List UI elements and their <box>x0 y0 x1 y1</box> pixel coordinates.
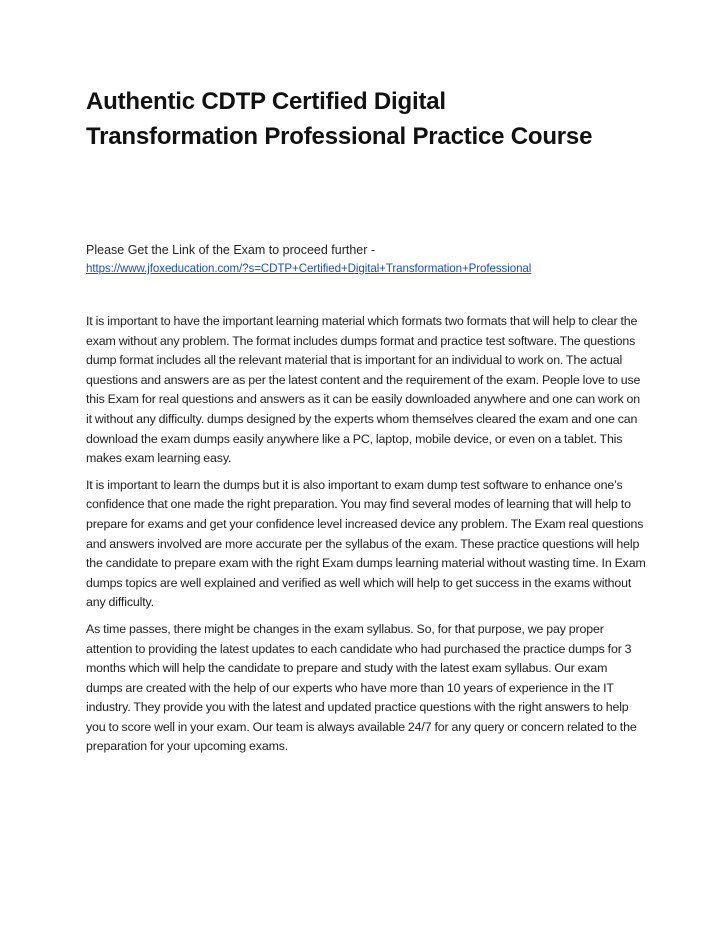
paragraph-3: As time passes, there might be changes in the exam syllabus. So, for that purpose, we pay proper attention to providing the latest updates to each candidate who had purchased the practice dumps for 3 months which will help the candidate to prepare and study with the latest exam syllabus. Our exam dumps are created with the help of our experts who have more than 10 years of experience in the IT industry. They provide you with the latest and updated practice questions with the right answers to help you to score well in your exam. Our team is always available 24/7 for any query or concern related to the preparation for your upcoming exams. <box>86 621 637 754</box>
paragraph-1: It is important to have the important learning material which formats two formats that will help to clear the exam without any problem. The format includes dumps format and practice test software. The questions dump format includes all the relevant material that is important for an individual to work on. The actual questions and answers are as per the latest content and the requirement of the exam. People love to use this Exam for real questions and answers as it can be easily downloaded anywhere and one can work on it without any difficulty. dumps designed by the experts whom themselves cleared the exam and one can download the exam dumps easily anywhere like a PC, laptop, mobile device, or even on a tablet. This makes exam learning easy. <box>86 314 641 466</box>
intro-block <box>86 241 646 278</box>
paragraph-2: It is important to learn the dumps but it is also important to exam dump test software to enhance one’s confidence that one made the right preparation. You may find several modes of learning that will help to prepare for exams and get your confidence level increased device any problem. The Exam real questions and answers involved are more accurate per the syllabus of the exam. These practice questions will help the candidate to prepare exam with the right Exam dumps learning material without wasting time. In Exam dumps topics are well explained and verified as well which will help to get success in the exams without any difficulty. <box>86 477 646 610</box>
exam-link[interactable]: https://www.jfoxeducation.com/?s=CDTP+Certified+Digital+Transformation+Professional <box>86 262 532 275</box>
title-line-2: Transformation Professional Practice Course <box>86 123 593 150</box>
body-text <box>86 312 646 764</box>
title-line-1: Authentic CDTP Certified Digital <box>86 88 446 115</box>
intro-text: Please Get the Link of the Exam to proceed further - <box>86 243 376 257</box>
page-title <box>86 84 646 154</box>
